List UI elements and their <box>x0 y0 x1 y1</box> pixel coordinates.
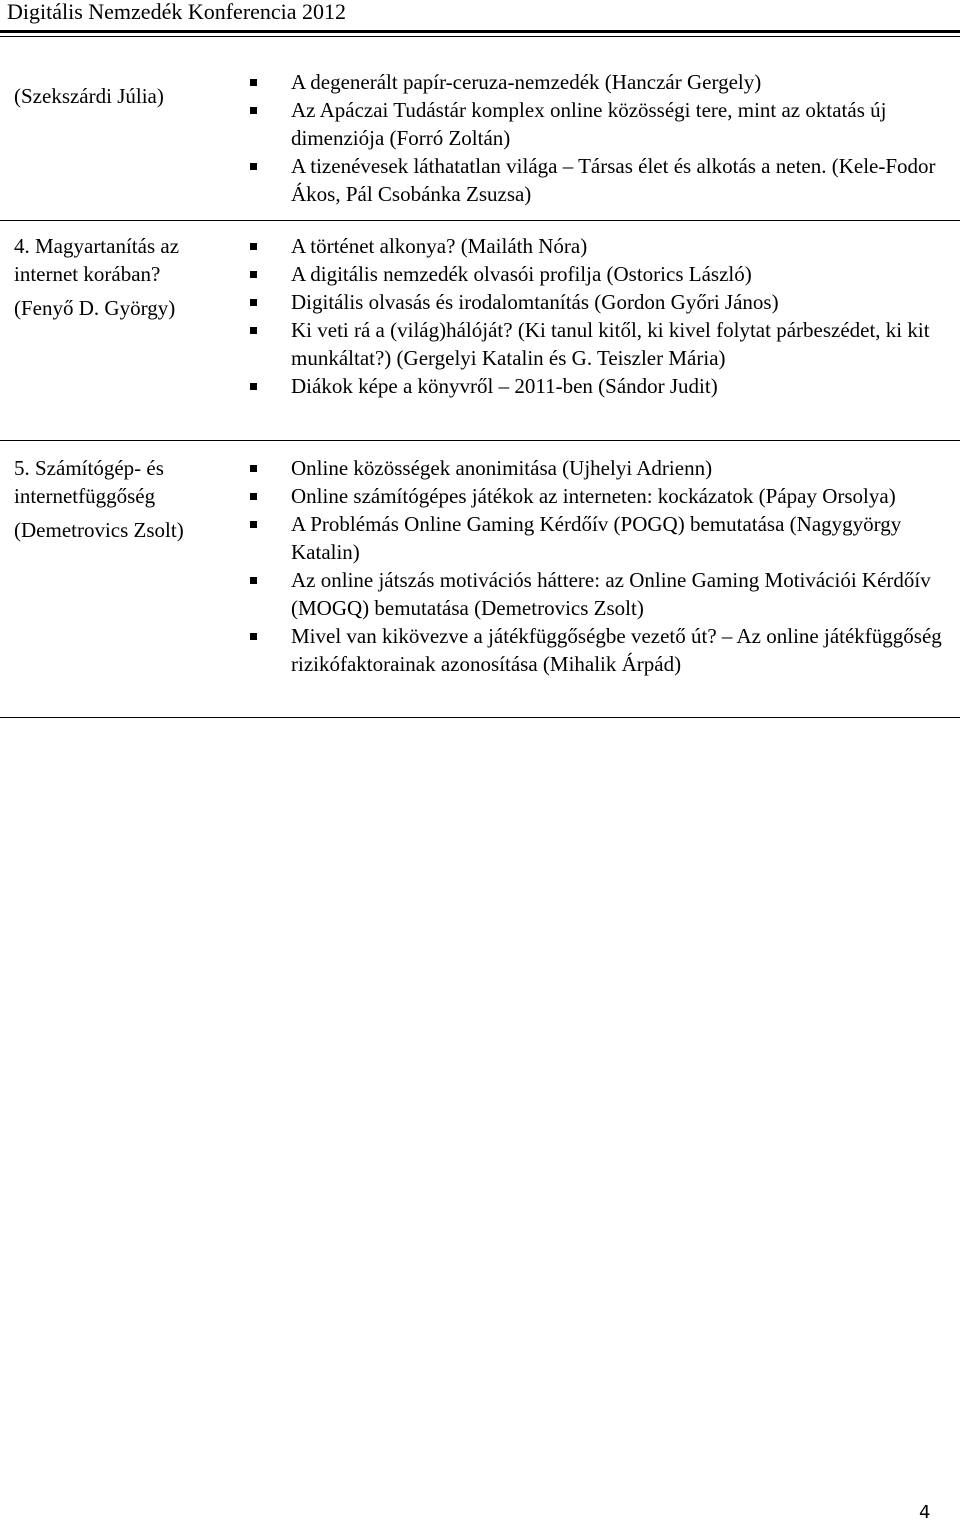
talk-title: A degenerált papír-ceruza-nemzedék (Hanczár Gergely) <box>291 70 762 94</box>
session-chair-text: (Szekszárdi Júlia) <box>14 84 164 108</box>
talk-title: Mivel van kikövezve a játékfüggőségbe vezető út? – Az online játékfüggőség rizikófaktorainak azonosítása (Mihalik Árpád) <box>291 624 942 676</box>
talk-item <box>250 482 955 510</box>
talk-title: Az online játszás motivációs háttere: az Online Gaming Motivációi Kérdőív (MOGQ) bemutatása (Demetrovics Zsolt) <box>291 568 931 620</box>
talk-item <box>250 152 955 208</box>
square-bullet-icon <box>250 243 257 250</box>
talk-title: A tizenévesek láthatatlan világa – Társas élet és alkotás a neten. (Kele-Fodor Ákos, Pál Csobánka Zsuzsa) <box>291 154 936 206</box>
session-title-cell-2 <box>14 232 219 322</box>
talk-title: A Problémás Online Gaming Kérdőív (POGQ) bemutatása (Nagygyörgy Katalin) <box>291 512 902 564</box>
square-bullet-icon <box>250 79 257 86</box>
talk-item <box>250 68 955 96</box>
square-bullet-icon <box>250 493 257 500</box>
talk-title: Digitális olvasás és irodalomtanítás (Gordon Győri János) <box>291 290 779 314</box>
header-rule-thick <box>0 30 960 33</box>
row-divider <box>0 440 960 441</box>
square-bullet-icon <box>250 107 257 114</box>
talk-title: Online számítógépes játékok az interneten: kockázatok (Pápay Orsolya) <box>291 484 896 508</box>
square-bullet-icon <box>250 633 257 640</box>
session-chair-cell-1 <box>14 82 219 110</box>
session-chair-text: (Demetrovics Zsolt) <box>14 518 184 542</box>
talk-list-1 <box>250 68 955 208</box>
talk-item <box>250 622 955 678</box>
session-chair-text: (Fenyő D. György) <box>14 296 176 320</box>
table-bottom-rule <box>0 717 960 718</box>
talk-item <box>250 454 955 482</box>
square-bullet-icon <box>250 577 257 584</box>
header-rule-thin <box>0 36 960 37</box>
talk-item <box>250 288 955 316</box>
square-bullet-icon <box>250 163 257 170</box>
talk-title: Online közösségek anonimitása (Ujhelyi Adrienn) <box>291 456 713 480</box>
page-header-title: Digitális Nemzedék Konferencia 2012 <box>7 0 347 24</box>
talk-title: A digitális nemzedék olvasói profilja (Ostorics László) <box>291 262 752 286</box>
talk-title: A történet alkonya? (Mailáth Nóra) <box>291 234 588 258</box>
page-number: 4 <box>919 1502 931 1523</box>
talk-list-2 <box>250 232 955 400</box>
talk-item <box>250 232 955 260</box>
session-title: 4. Magyartanítás az internet korában? <box>14 234 180 286</box>
talk-item <box>250 566 955 622</box>
talk-title: Ki veti rá a (világ)hálóját? (Ki tanul kitől, ki kivel folytat párbeszédet, ki kit munkáltat?) (Gergelyi Katalin és G. Teiszler Mária) <box>291 318 930 370</box>
talk-item <box>250 316 955 372</box>
talk-list-3 <box>250 454 955 678</box>
square-bullet-icon <box>250 327 257 334</box>
square-bullet-icon <box>250 271 257 278</box>
talk-item <box>250 96 955 152</box>
talk-title: Diákok képe a könyvről – 2011-ben (Sándor Judit) <box>291 374 718 398</box>
square-bullet-icon <box>250 383 257 390</box>
square-bullet-icon <box>250 521 257 528</box>
square-bullet-icon <box>250 465 257 472</box>
square-bullet-icon <box>250 299 257 306</box>
session-title: 5. Számítógép- és internetfüggőség <box>14 456 164 508</box>
talk-item <box>250 372 955 400</box>
session-title-cell-3 <box>14 454 219 544</box>
talk-item <box>250 260 955 288</box>
talk-item <box>250 510 955 566</box>
talk-title: Az Apáczai Tudástár komplex online közösségi tere, mint az oktatás új dimenziója (Forró Zoltán) <box>291 98 887 150</box>
row-divider <box>0 220 960 221</box>
